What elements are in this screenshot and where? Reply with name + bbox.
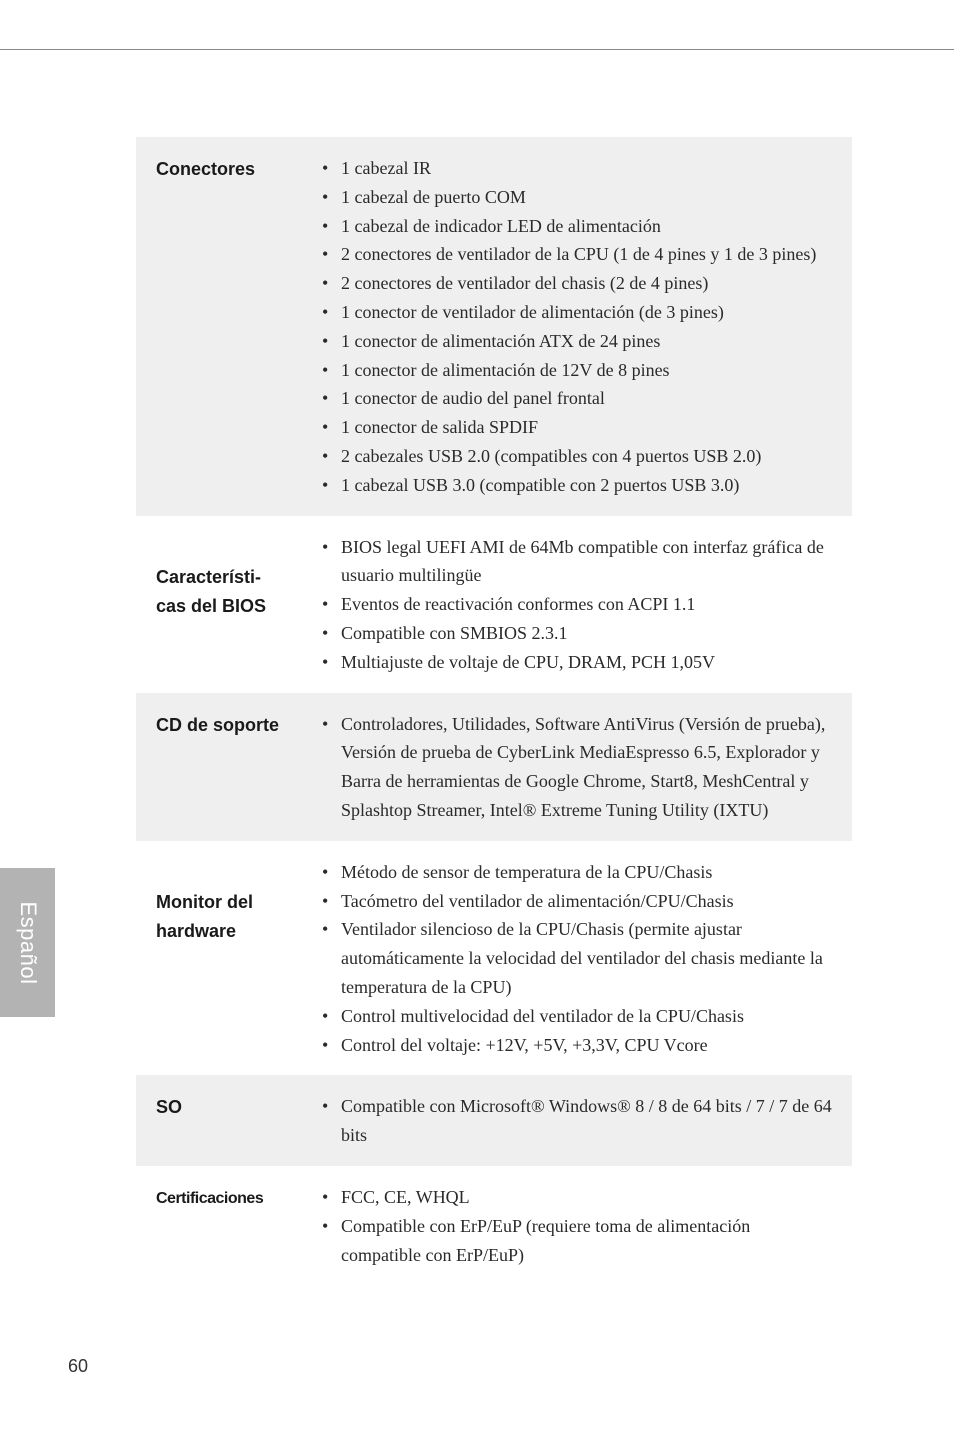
spec-item: • 2 conectores de ventilador de la CPU (1 de 4 pines y 1 de 3 pines) [341,240,832,269]
spec-label [136,1184,301,1269]
spec-item: • Compatible con SMBIOS 2.3.1 [341,619,832,648]
spec-item-list [301,1183,852,1269]
spec-item: • 2 cabezales USB 2.0 (compatibles con 4 puertos USB 2.0) [341,442,832,471]
spec-label [136,1093,301,1150]
spec-label [136,534,301,677]
spec-item: • Control del voltaje: +12V, +5V, +3,3V, CPU Vcore [341,1031,832,1060]
spec-row-os [136,1075,852,1166]
spec-item: • 1 conector de salida SPDIF [341,413,832,442]
spec-item: • 1 conector de alimentación ATX de 24 pines [341,327,832,356]
spec-item: • Control multivelocidad del ventilador de la CPU/Chasis [341,1002,832,1031]
spec-label-text: CD de soporte [156,714,280,735]
spec-item-list [301,858,852,1060]
language-label: Español [15,900,41,985]
specifications-table [136,137,852,1285]
spec-item: • 1 cabezal IR [341,154,832,183]
language-side-tab [0,868,55,1017]
spec-row-connectors [136,137,852,516]
page-number: 60 [68,1356,89,1376]
spec-label-text: Monitor del hardware [156,891,253,941]
spec-item: • 1 cabezal de indicador LED de alimentación [341,212,832,241]
spec-item: • 1 conector de audio del panel frontal [341,384,832,413]
spec-item: • Método de sensor de temperatura de la CPU/Chasis [341,858,832,887]
spec-item: • 1 cabezal USB 3.0 (compatible con 2 puertos USB 3.0) [341,471,832,500]
spec-item: • Tacómetro del ventilador de alimentación/CPU/Chasis [341,887,832,916]
spec-item: • 1 conector de ventilador de alimentación (de 3 pines) [341,298,832,327]
spec-row-certifications [136,1166,852,1285]
spec-item: • BIOS legal UEFI AMI de 64Mb compatible con interfaz gráfica de usuario multilingüe [341,533,832,591]
spec-label-text: SO [156,1097,183,1118]
spec-item: • 1 conector de alimentación de 12V de 8 pines [341,356,832,385]
spec-item: • 2 conectores de ventilador del chasis (2 de 4 pines) [341,269,832,298]
spec-label-text: Característi- cas del BIOS [156,566,267,616]
spec-label [136,711,301,825]
spec-item: • Eventos de reactivación conformes con ACPI 1.1 [341,590,832,619]
spec-item: • Compatible con ErP/EuP (requiere toma de alimentación compatible con ErP/EuP) [341,1212,832,1270]
spec-item: • FCC, CE, WHQL [341,1183,832,1212]
header-rule [0,49,954,50]
spec-label-text: Certificaciones [156,1189,264,1207]
spec-item-list [301,1092,852,1150]
spec-item: • 1 cabezal de puerto COM [341,183,832,212]
spec-row-hardware-monitor [136,841,852,1076]
spec-item-list [301,533,852,677]
spec-label [136,859,301,1060]
spec-label-text: Conectores [156,159,256,179]
spec-item: • Controladores, Utilidades, Software AntiVirus (Versión de prueba), Versión de prueba de CyberLink MediaEspresso 6.5, Explorador y Barra de herramientas de Google Chrome, Start8, MeshCentral y Splashtop Streamer, Intel® Extreme Tuning Utility (IXTU) [341,710,832,825]
spec-item: • Compatible con Microsoft® Windows® 8 / 8 de 64 bits / 7 / 7 de 64 bits [341,1092,832,1150]
spec-item: • Multiajuste de voltaje de CPU, DRAM, PCH 1,05V [341,648,832,677]
spec-item: • Ventilador silencioso de la CPU/Chasis (permite ajustar automáticamente la velocidad del ventilador del chasis mediante la temperatura de la CPU) [341,915,832,1001]
spec-row-bios [136,516,852,693]
spec-row-support-cd [136,693,852,841]
spec-item-list [301,154,852,500]
spec-label [136,155,301,500]
spec-item-list [301,710,852,825]
